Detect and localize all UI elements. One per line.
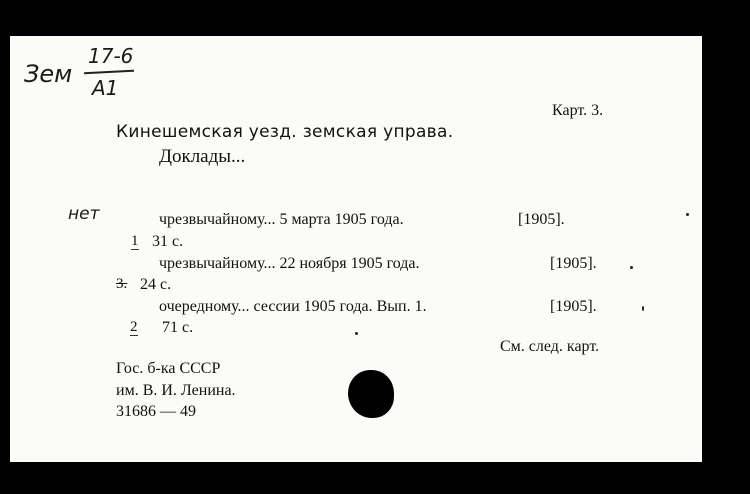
entry-1-year: [1905].	[518, 211, 565, 228]
entry-2-pages: 24 с.	[140, 276, 172, 293]
speck	[355, 332, 358, 335]
entry-2-year: [1905].	[550, 255, 597, 272]
speck	[686, 213, 689, 216]
handwritten-missing-note: нет	[68, 204, 100, 224]
handwritten-denominator: A1	[92, 76, 119, 100]
subheading: Доклады...	[159, 146, 246, 167]
fraction-bar	[84, 70, 134, 75]
entry-1-pages: 31 с.	[152, 233, 184, 250]
entry-3-text: очередному... сессии 1905 года. Вып. 1.	[159, 298, 427, 315]
entry-3-pages: 71 с.	[162, 319, 194, 336]
entry-2-mark: 3.	[116, 276, 128, 292]
entry-1-mark: 1	[131, 233, 139, 249]
stamp-line-2: им. В. И. Ленина.	[116, 382, 236, 399]
catalog-card	[10, 36, 702, 462]
punch-hole	[348, 370, 394, 418]
stamp-line-3: 31686 — 49	[116, 403, 196, 420]
handwritten-fund-prefix: Зем	[24, 60, 73, 88]
speck	[630, 266, 633, 269]
entry-3-mark: 2	[130, 319, 138, 335]
entry-3-year: [1905].	[550, 298, 597, 315]
handwritten-numerator: 17-6	[88, 44, 134, 68]
entry-2-text: чрезвычайному... 22 ноября 1905 года.	[159, 255, 420, 272]
see-next-card: См. след. карт.	[500, 338, 600, 355]
stamp-line-1: Гос. б-ка СССР	[116, 360, 221, 377]
entry-1-text: чрезвычайному... 5 марта 1905 года.	[159, 211, 404, 228]
heading: Кинешемская уезд. земская управа.	[116, 122, 454, 142]
card-number: Карт. 3.	[552, 102, 604, 119]
speck	[642, 306, 644, 311]
